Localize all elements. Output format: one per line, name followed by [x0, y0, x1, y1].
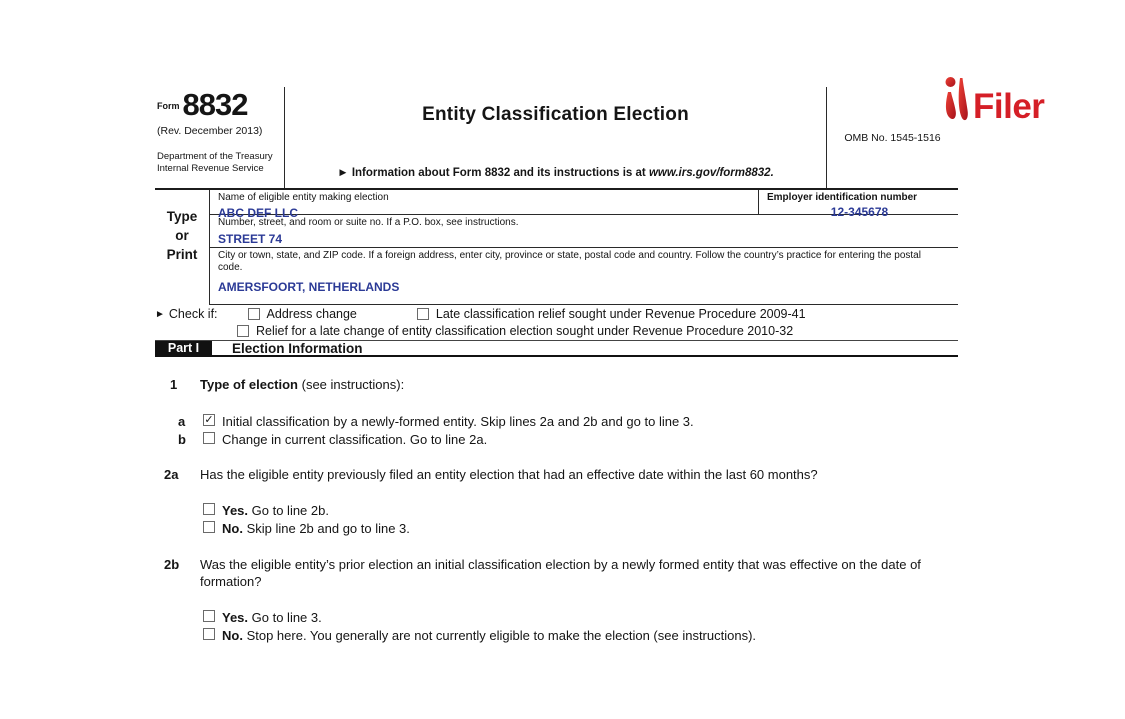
info-text: Information about Form 8832 and its instructions is at — [351, 167, 649, 179]
q2b-yes-option — [203, 609, 322, 626]
q2b-yes-checkbox[interactable] — [203, 610, 215, 622]
line-1-number: 1 — [170, 377, 178, 392]
part1-label: Part I — [155, 341, 212, 356]
arrow-icon: ► — [155, 308, 165, 320]
check-if-label: Check if: — [168, 307, 218, 321]
city-label: City or town, state, and ZIP code. If a foreign address, enter city, province or state, postal code and country. Follow the country’s practice for entering the postal code. — [218, 250, 921, 273]
checkmark-icon: ✓ — [204, 413, 214, 426]
q2a-no-option — [203, 520, 410, 537]
part1-title: Election Information — [232, 341, 363, 356]
q2a-yes-bold: Yes. — [222, 503, 249, 518]
part1-bar — [155, 340, 958, 357]
q2a-no-bold: No. — [222, 521, 243, 536]
q2a-yes-checkbox[interactable] — [203, 503, 215, 515]
form-title: Entity Classification Election — [422, 104, 689, 125]
line-b — [178, 431, 487, 448]
q2a-yes-rest: Go to line 2b. — [248, 503, 329, 518]
side-label-type: Type — [166, 209, 198, 224]
line-b-checkbox[interactable] — [203, 432, 215, 444]
line-1-bold: Type of election — [200, 377, 298, 392]
info-line — [285, 167, 826, 179]
address-change-checkbox[interactable] — [248, 308, 260, 320]
question-2b-text: Was the eligible entity’s prior election an initial classification election by a newly formed entity that was effective on the date of formation? — [200, 557, 921, 589]
ein-cell — [758, 190, 958, 219]
city-cell — [210, 248, 958, 305]
street-field[interactable]: STREET 74 — [218, 232, 283, 246]
form-number-block — [155, 87, 285, 188]
address-change-option — [248, 307, 357, 321]
ein-field[interactable]: 12-345678 — [830, 205, 889, 219]
entity-name-cell — [210, 190, 758, 220]
form-number: 8832 — [182, 87, 248, 122]
line-b-text: Change in current classification. Go to line 2a. — [222, 432, 488, 447]
relief-option — [237, 324, 806, 338]
relief-label: Relief for a late change of entity classification election sought under Revenue Procedure 2010-32 — [256, 324, 794, 338]
line-1-rest: (see instructions): — [298, 377, 405, 392]
omb-block — [827, 87, 958, 188]
question-2b-number: 2b — [164, 557, 180, 572]
line-a — [178, 413, 694, 430]
q2b-yes-bold: Yes. — [222, 610, 249, 625]
late-classification-checkbox[interactable] — [417, 308, 429, 320]
form-header — [155, 87, 958, 190]
q2b-no-rest: Stop here. You generally are not currently eligible to make the election (see instructions). — [242, 628, 757, 643]
street-cell — [210, 215, 958, 248]
city-field[interactable]: AMERSFOORT, NETHERLANDS — [218, 280, 400, 294]
question-2a-number: 2a — [164, 467, 179, 482]
q2b-yes-rest: Go to line 3. — [248, 610, 322, 625]
info-url: www.irs.gov/form8832. — [648, 167, 774, 179]
q2b-no-bold: No. — [222, 628, 243, 643]
question-2b — [164, 556, 956, 590]
line-a-checkbox[interactable] — [203, 414, 215, 426]
ein-label: Employer identification number — [767, 192, 918, 203]
street-label: Number, street, and room or suite no. If a P.O. box, see instructions. — [218, 217, 519, 228]
relief-checkbox[interactable] — [237, 325, 249, 337]
late-classification-option — [417, 307, 806, 321]
entity-name-label: Name of eligible entity making election — [218, 192, 389, 203]
q2b-no-option — [203, 627, 756, 644]
side-label-print: Print — [166, 247, 198, 262]
question-2a-text: Has the eligible entity previously filed an entity election that had an effective date within the last 60 months? — [200, 467, 818, 482]
q2a-yes-option — [203, 502, 329, 519]
q2a-no-rest: Skip line 2b and go to line 3. — [242, 521, 410, 536]
form-revision: (Rev. December 2013) — [157, 125, 263, 137]
agency-line-1: Department of the Treasury — [157, 151, 273, 162]
q2a-no-checkbox[interactable] — [203, 521, 215, 533]
type-or-print-label — [155, 190, 210, 305]
ifiler-logo-text: Filer — [973, 87, 1045, 126]
address-change-label: Address change — [266, 307, 357, 321]
form-word: Form — [157, 101, 180, 111]
side-label-or: or — [175, 228, 189, 243]
line-1 — [170, 376, 404, 393]
entity-info-table — [155, 190, 958, 305]
arrow-icon: ► — [337, 167, 349, 179]
check-if-section — [155, 307, 806, 338]
line-a-letter: a — [178, 414, 186, 429]
late-classification-label: Late classification relief sought under Revenue Procedure 2009-41 — [435, 307, 806, 321]
form-title-block — [285, 87, 827, 188]
line-a-text: Initial classification by a newly-formed entity. Skip lines 2a and 2b and go to line 3. — [222, 414, 694, 429]
question-2a — [164, 466, 954, 483]
agency-line-2: Internal Revenue Service — [157, 162, 264, 174]
entity-name-field[interactable]: ABC DEF LLC — [218, 206, 298, 220]
omb-number: OMB No. 1545-1516 — [844, 131, 941, 144]
line-b-letter: b — [178, 432, 186, 447]
q2b-no-checkbox[interactable] — [203, 628, 215, 640]
